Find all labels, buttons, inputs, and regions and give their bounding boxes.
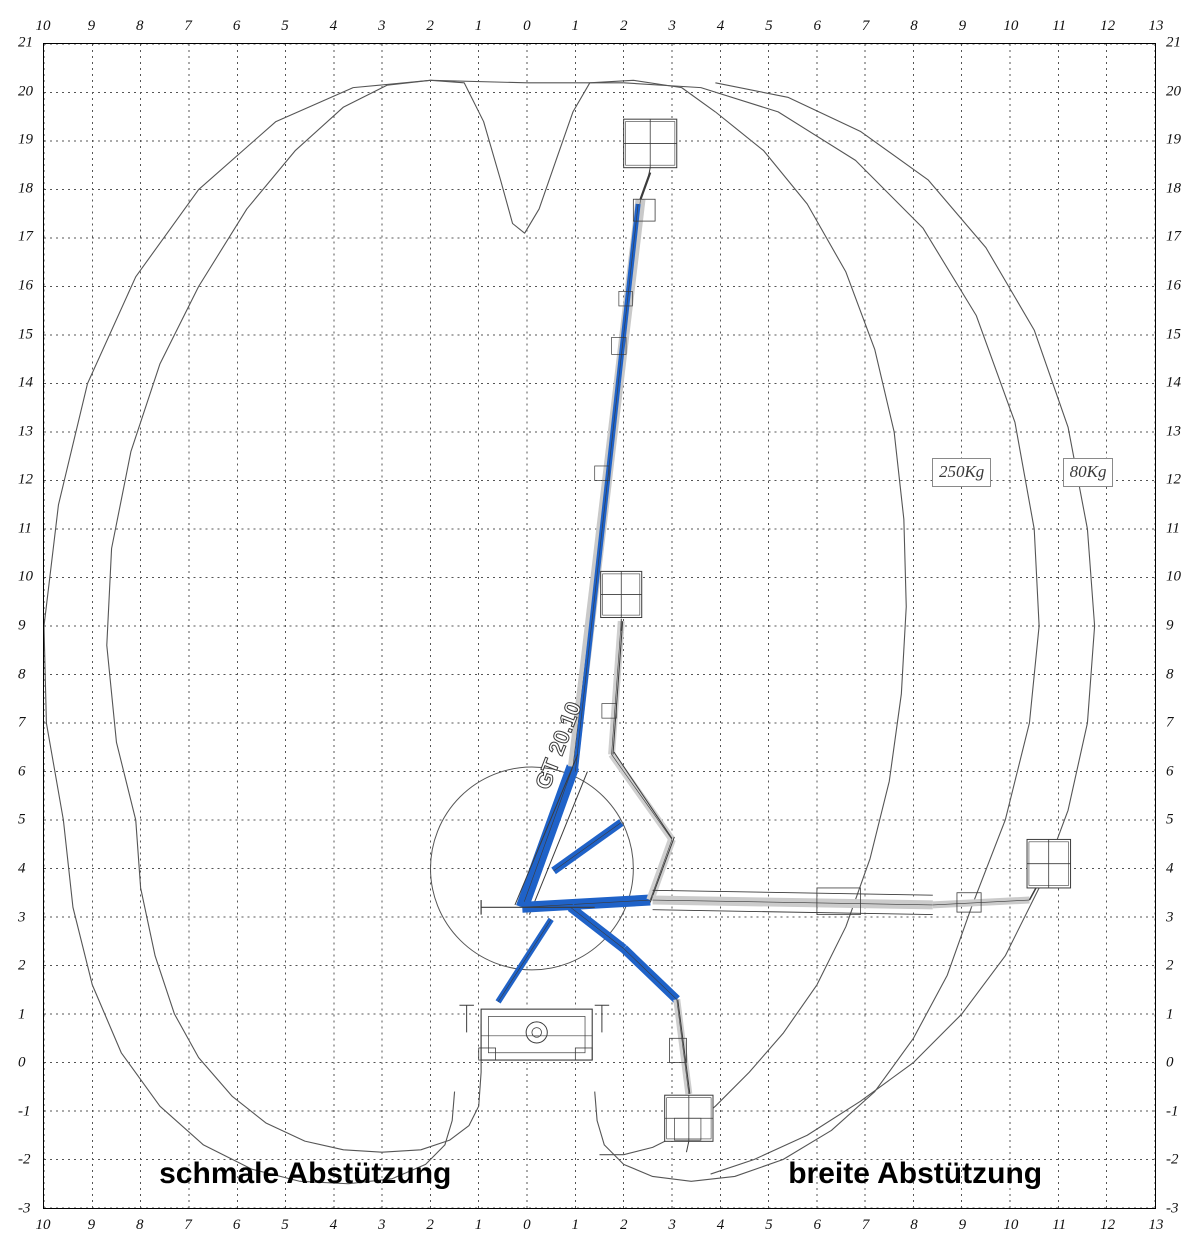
y-tick-left: 5 [18,811,26,828]
y-tick-right: 4 [1166,860,1174,877]
y-tick-right: 1 [1166,1006,1174,1023]
x-tick-bottom: 4 [716,1217,725,1233]
x-tick-bottom: 1 [571,1217,580,1233]
x-tick-top: 8 [136,18,144,34]
y-tick-right: 5 [1166,811,1174,828]
y-tick-left: 1 [18,1006,26,1023]
y-tick-left: 16 [18,277,33,294]
caption-breite-abstuetzung: breite Abstützung [788,1157,1043,1191]
x-tick-bottom: 5 [281,1217,289,1233]
y-tick-left: 9 [18,617,26,634]
x-tick-top: 6 [232,18,241,34]
y-tick-right: 2 [1166,957,1174,974]
y-tick-left: 3 [18,909,26,925]
y-tick-right: 9 [1166,617,1174,634]
y-tick-right: -3 [1166,1200,1179,1217]
y-tick-left: 7 [18,714,26,731]
x-tick-top: 10 [35,18,51,34]
x-tick-bottom: 8 [910,1217,918,1233]
x-tick-bottom: 6 [232,1217,241,1233]
y-tick-right: -2 [1166,1151,1179,1168]
x-tick-top: 11 [1052,18,1067,34]
y-tick-left: 18 [18,180,33,197]
x-tick-bottom: 10 [35,1217,51,1233]
plot-area [43,43,1156,1209]
y-tick-right: 0 [1166,1054,1174,1071]
y-tick-left: 0 [18,1054,26,1071]
x-tick-bottom: 7 [861,1217,870,1233]
y-tick-right: 7 [1166,714,1174,731]
x-tick-bottom: 11 [1052,1217,1067,1233]
y-tick-left: 21 [18,34,33,51]
x-tick-bottom: 10 [1003,1217,1019,1233]
y-tick-left: 11 [18,520,32,537]
x-tick-top: 9 [958,18,967,34]
x-tick-top: 1 [474,18,483,34]
y-tick-right: 17 [1166,228,1181,245]
y-tick-right: 8 [1166,666,1174,683]
x-tick-top: 0 [523,18,531,34]
y-tick-left: 17 [18,228,33,245]
x-tick-bottom: 5 [765,1217,773,1233]
x-tick-bottom: 2 [619,1217,628,1233]
y-tick-right: 13 [1166,423,1181,440]
y-tick-right: 21 [1166,34,1181,51]
x-tick-top: 7 [861,18,870,34]
x-tick-top: 13 [1148,18,1164,34]
x-tick-bottom: 13 [1148,1217,1164,1233]
y-tick-right: -1 [1166,1103,1179,1120]
y-tick-right: 20 [1166,83,1181,100]
load-250kg: 250Kg [932,458,991,487]
y-tick-left: 4 [18,860,26,877]
y-tick-right: 18 [1166,180,1181,197]
y-tick-left: 6 [18,763,26,780]
load-80kg: 80Kg [1063,458,1114,487]
y-tick-right: 14 [1166,374,1181,391]
y-tick-right: 11 [1166,520,1180,537]
x-tick-top: 5 [281,18,289,34]
x-tick-top: 4 [716,18,725,34]
y-tick-left: 10 [18,568,33,585]
y-tick-left: 2 [18,957,26,974]
x-tick-top: 10 [1003,18,1019,34]
y-tick-right: 3 [1166,909,1174,925]
x-tick-top: 5 [765,18,773,34]
svg-text:GT 20.10: GT 20.10 [530,698,587,793]
x-tick-bottom: 9 [958,1217,967,1233]
x-tick-bottom: 3 [377,1217,386,1233]
y-tick-left: 8 [18,666,26,683]
y-tick-left: 13 [18,423,33,440]
x-tick-top: 6 [813,18,821,34]
x-tick-top: 12 [1100,18,1116,34]
y-tick-left: 19 [18,131,33,148]
y-tick-right: 16 [1166,277,1181,294]
x-tick-top: 4 [329,18,338,34]
y-tick-left: -2 [18,1151,31,1168]
x-tick-bottom: 9 [87,1217,96,1233]
x-tick-top: 3 [668,18,676,34]
y-tick-right: 10 [1166,568,1181,585]
x-tick-bottom: 7 [184,1217,192,1233]
x-tick-bottom: 2 [426,1217,434,1233]
x-tick-bottom: 3 [668,1217,676,1233]
machine-drawing [44,44,1155,1208]
y-tick-left: 20 [18,83,33,100]
x-tick-bottom: 0 [523,1217,531,1233]
y-tick-right: 19 [1166,131,1181,148]
x-tick-top: 1 [571,18,580,34]
y-tick-left: -1 [18,1103,31,1120]
x-tick-top: 2 [619,18,628,34]
caption-schmale-abstuetzung: schmale Abstützung [159,1157,452,1191]
y-tick-right: 15 [1166,326,1181,342]
x-tick-top: 9 [87,18,96,34]
y-tick-right: 6 [1166,763,1174,780]
x-tick-bottom: 4 [329,1217,338,1233]
x-tick-bottom: 8 [136,1217,144,1233]
y-tick-left: 15 [18,326,33,342]
y-tick-left: -3 [18,1200,31,1217]
x-tick-top: 3 [377,18,386,34]
y-tick-left: 12 [18,471,33,488]
x-tick-top: 7 [184,18,192,34]
y-tick-left: 14 [18,374,33,391]
x-tick-bottom: 1 [474,1217,483,1233]
y-tick-right: 12 [1166,471,1181,488]
x-tick-bottom: 6 [813,1217,821,1233]
x-tick-bottom: 12 [1100,1217,1116,1233]
x-tick-top: 2 [426,18,434,34]
x-tick-top: 8 [910,18,918,34]
